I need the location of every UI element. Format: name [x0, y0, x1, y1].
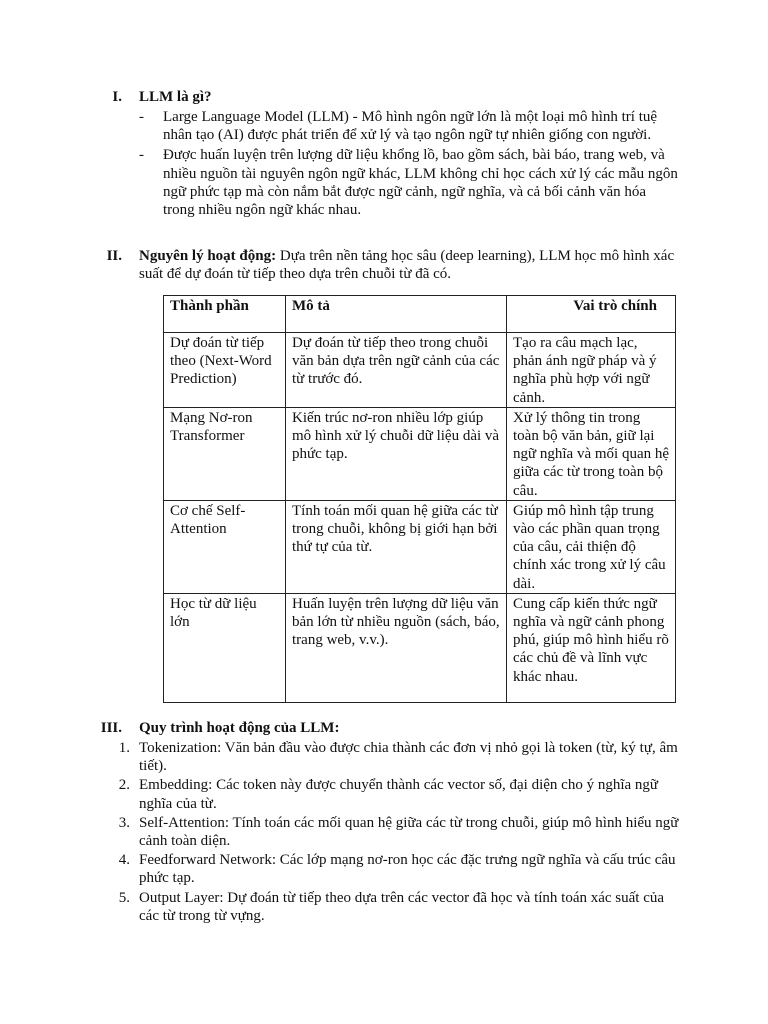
step-number: 2. [118, 777, 130, 794]
table-cell: Xử lý thông tin trong toàn bộ văn bản, giữ lại ngữ nghĩa và mối quan hệ giữa các từ trong toàn bộ câu. [507, 407, 676, 500]
table-row [164, 407, 676, 500]
bullet-text: Được huấn luyện trên lượng dữ liệu khổng lồ, bao gồm sách, bài báo, trang web, và nhiều nguồn tài nguyên ngôn ngữ khác, LLM không chỉ học cách xử lý các mẫu ngôn ngữ phức tạp mà còn nắm bắt được ngữ cảnh, ngữ nghĩa, và cả bối cảnh văn hóa trong nhiều ngôn ngữ khác nhau. [163, 147, 678, 219]
bullet-item [139, 108, 679, 144]
section-2-title: Nguyên lý hoạt động: [139, 248, 277, 264]
table-header-row [164, 296, 676, 333]
table-cell: Tạo ra câu mạch lạc, phản ánh ngữ pháp và ý nghĩa phù hợp với ngữ cảnh. [507, 333, 676, 408]
table-header-cell: Mô tả [286, 296, 507, 333]
section-3-steps [110, 739, 680, 926]
step-text: Tokenization: Văn bản đầu vào được chia thành các đơn vị nhỏ gọi là token (từ, ký tự, âm tiết). [139, 740, 678, 775]
section-1-numeral: I. [112, 89, 122, 105]
table-cell: Dự đoán từ tiếp theo (Next-Word Prediction) [164, 333, 286, 408]
step-item [110, 739, 680, 775]
step-text: Embedding: Các token này được chuyển thành các vector số, đại diện cho ý nghĩa ngữ nghĩa của từ. [139, 777, 659, 812]
table-row [164, 333, 676, 408]
step-item [110, 851, 680, 887]
bullet-item [139, 146, 679, 219]
table-cell: Cung cấp kiến thức ngữ nghĩa và ngữ cảnh phong phú, giúp mô hình hiểu rõ các chủ đề và lĩnh vực khác nhau. [507, 593, 676, 702]
bullet-marker: - [139, 109, 144, 125]
step-text: Output Layer: Dự đoán từ tiếp theo dựa trên các vector đã học và tính toán xác suất của các từ trong từ vựng. [139, 889, 665, 924]
table-cell: Giúp mô hình tập trung vào các phần quan trọng của câu, cải thiện độ chính xác trong xử lý câu dài. [507, 500, 676, 593]
table-row [164, 500, 676, 593]
section-3-numeral: III. [100, 720, 122, 736]
table-cell: Huấn luyện trên lượng dữ liệu văn bản lớn từ nhiều nguồn (sách, báo, trang web, v.v.). [286, 593, 507, 702]
section-2-text: Dựa trên nền tảng học sâu (deep learning), LLM học mô hình xác suất để dự đoán từ tiếp theo dựa trên chuỗi từ đã có. [139, 248, 675, 283]
section-2-paragraph [139, 247, 679, 283]
step-item [110, 889, 680, 925]
bullet-marker: - [139, 147, 144, 164]
section-1-bullets [139, 108, 679, 219]
components-table [163, 295, 676, 703]
step-number: 3. [118, 814, 130, 831]
section-2-numeral: II. [106, 248, 122, 264]
table-cell: Dự đoán từ tiếp theo trong chuỗi văn bản dựa trên ngữ cảnh của các từ trước đó. [286, 333, 507, 408]
section-1-title: LLM là gì? [139, 89, 212, 105]
table-row [164, 593, 676, 702]
table-header-cell: Vai trò chính [507, 296, 676, 333]
table-cell: Cơ chế Self-Attention [164, 500, 286, 593]
step-text: Self-Attention: Tính toán các mối quan hệ giữa các từ trong chuỗi, giúp mô hình hiểu ngữ cảnh toàn diện. [139, 814, 679, 850]
step-number: 5. [118, 889, 130, 906]
table-cell: Học từ dữ liệu lớn [164, 593, 286, 702]
table-cell: Tính toán mối quan hệ giữa các từ trong chuỗi, không bị giới hạn bởi thứ tự của từ. [286, 500, 507, 593]
bullet-text: Large Language Model (LLM) - Mô hình ngôn ngữ lớn là một loại mô hình trí tuệ nhân tạo (AI) được phát triển để xử lý và tạo ngôn ngữ tự nhiên giống con người. [163, 109, 658, 144]
step-number: 1. [118, 740, 130, 756]
table-cell: Mạng Nơ-ron Transformer [164, 407, 286, 500]
table-header-cell: Thành phần [164, 296, 286, 333]
step-item [110, 814, 680, 850]
step-number: 4. [118, 852, 130, 869]
table-cell: Kiến trúc nơ-ron nhiều lớp giúp mô hình xử lý chuỗi dữ liệu dài và phức tạp. [286, 407, 507, 500]
step-item [110, 776, 680, 812]
step-text: Feedforward Network: Các lớp mạng nơ-ron học các đặc trưng ngữ nghĩa và cấu trúc câu phức tạp. [139, 852, 676, 887]
section-3-title: Quy trình hoạt động của LLM: [139, 720, 340, 736]
